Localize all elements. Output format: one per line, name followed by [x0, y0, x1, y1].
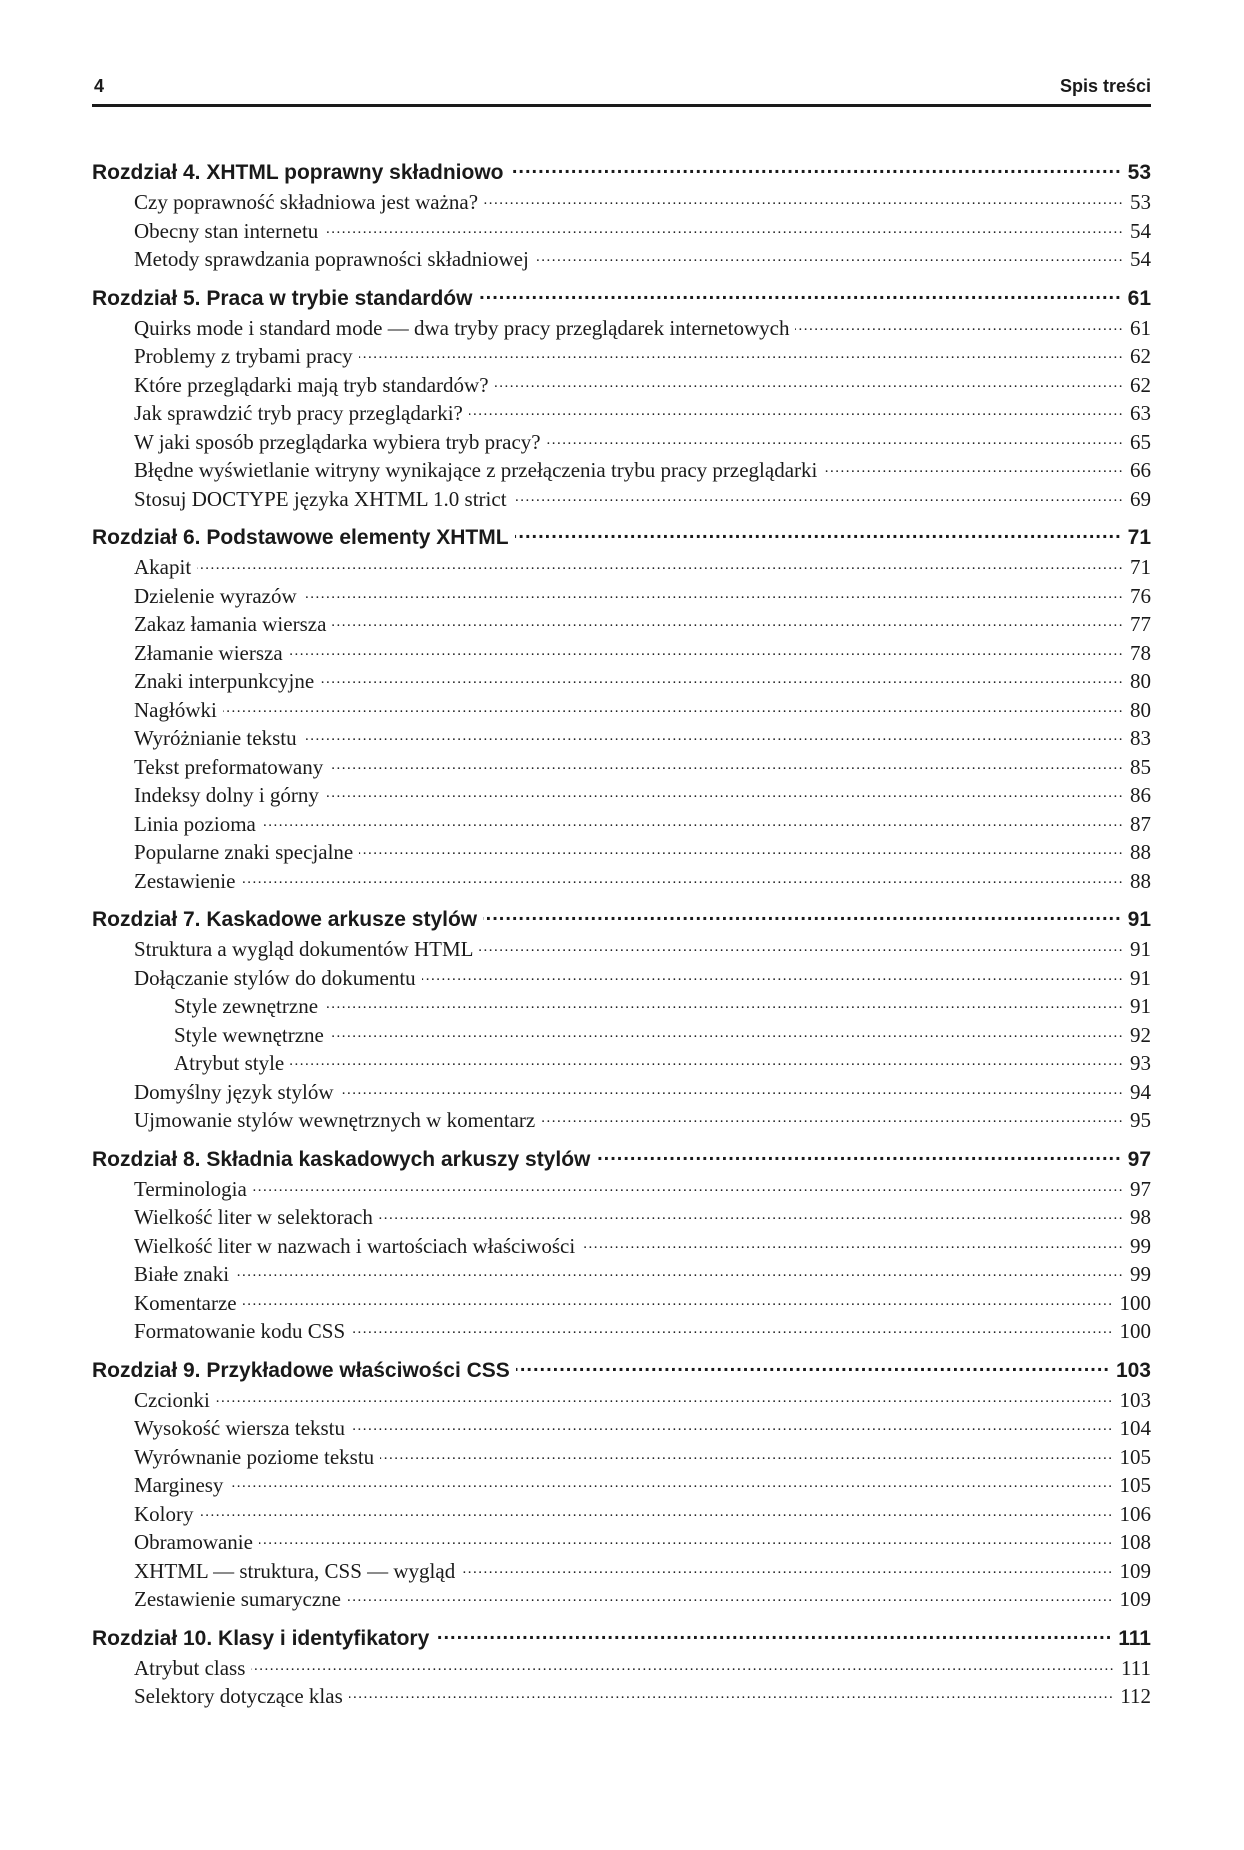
- section-title: Dołączanie stylów do dokumentu: [134, 965, 416, 990]
- chapter-title: Rozdział 5. Praca w trybie standardów: [92, 286, 473, 310]
- toc-section-entry: [92, 373, 1151, 402]
- section-title: Terminologia: [134, 1176, 247, 1201]
- dot-leader: [359, 348, 1124, 363]
- dot-leader: [241, 873, 1124, 888]
- section-page-number: 61: [1130, 315, 1151, 340]
- section-page-number: 104: [1119, 1416, 1151, 1440]
- section-title: Zestawienie: [134, 868, 236, 893]
- toc-section-entry: [92, 1587, 1151, 1616]
- toc-chapter-entry: [92, 284, 1151, 316]
- section-title: Wielkość liter w selektorach: [134, 1205, 373, 1229]
- section-title: Wysokość wiersza tekstu: [134, 1416, 346, 1440]
- toc-section-entry: [92, 812, 1151, 841]
- toc-section-entry: [92, 641, 1151, 670]
- dot-leader: [516, 1356, 1110, 1377]
- section-title: Zakaz łamania wiersza: [134, 612, 327, 636]
- dot-leader: [324, 223, 1124, 238]
- toc-section-entry: [92, 840, 1151, 869]
- dot-leader: [253, 1181, 1124, 1196]
- section-title: Selektory dotyczące klas: [134, 1684, 343, 1708]
- toc-section-entry: [92, 555, 1151, 584]
- section-title: Czcionki: [134, 1387, 210, 1412]
- toc-chapter-entry: [92, 523, 1151, 555]
- section-page-number: 85: [1130, 754, 1151, 779]
- toc-chapter-entry: [92, 1624, 1151, 1656]
- dot-leader: [235, 1266, 1124, 1281]
- toc-subsection-entry: [92, 994, 1151, 1023]
- dot-leader: [329, 759, 1124, 774]
- section-title: W jaki sposób przeglądarka wybiera tryb pracy?: [134, 429, 541, 454]
- chapter-page-number: 91: [1127, 908, 1151, 931]
- dot-leader: [510, 158, 1122, 179]
- dot-leader: [223, 702, 1124, 717]
- section-title: Obecny stan internetu: [134, 218, 319, 243]
- section-title: Wyróżnianie tekstu: [134, 726, 297, 750]
- dot-leader: [379, 1209, 1124, 1224]
- dot-leader: [251, 1660, 1115, 1675]
- toc-section-entry: [92, 1108, 1151, 1137]
- section-page-number: 112: [1120, 1684, 1151, 1708]
- dot-leader: [197, 559, 1124, 574]
- dot-leader: [469, 405, 1124, 420]
- toc-section-entry: [92, 1416, 1151, 1445]
- section-title: Indeksy dolny i górny: [134, 783, 319, 807]
- section-title: Białe znaki: [134, 1262, 230, 1286]
- chapter-title: Rozdział 8. Składnia kaskadowych arkuszy stylów: [92, 1147, 591, 1171]
- dot-leader: [216, 1392, 1114, 1407]
- dot-leader: [380, 1449, 1113, 1464]
- section-page-number: 86: [1130, 783, 1151, 807]
- chapter-page-number: 61: [1127, 286, 1151, 310]
- section-title: Style zewnętrzne: [174, 994, 319, 1018]
- toc-section-entry: [92, 1291, 1151, 1320]
- section-page-number: 99: [1130, 1262, 1151, 1286]
- book-page: [92, 0, 1151, 1850]
- toc-section-entry: [92, 937, 1151, 966]
- chapter-title: Rozdział 7. Kaskadowe arkusze stylów: [92, 908, 478, 931]
- section-page-number: 63: [1130, 401, 1151, 425]
- section-page-number: 80: [1130, 697, 1151, 722]
- section-title: Złamanie wiersza: [134, 640, 283, 665]
- toc-section-entry: [92, 344, 1151, 373]
- toc-section-entry: [92, 247, 1151, 276]
- section-page-number: 103: [1119, 1387, 1151, 1412]
- toc-section-entry: [92, 1473, 1151, 1502]
- dot-leader: [325, 787, 1124, 802]
- toc-chapter-entry: [92, 905, 1151, 937]
- toc-section-entry: [92, 1445, 1151, 1474]
- section-page-number: 91: [1130, 965, 1151, 990]
- toc-subsection-entry: [92, 1023, 1151, 1052]
- dot-leader: [243, 1295, 1114, 1310]
- dot-leader: [483, 905, 1122, 926]
- section-title: Wielkość liter w nazwach i wartościach właściwości: [134, 1233, 576, 1258]
- section-page-number: 98: [1130, 1205, 1151, 1229]
- section-page-number: 88: [1130, 868, 1151, 893]
- toc-section-entry: [92, 698, 1151, 727]
- section-title: Linia pozioma: [134, 811, 256, 836]
- chapter-title: Rozdział 4. XHTML poprawny składniowo: [92, 161, 504, 184]
- toc-section-entry: [92, 783, 1151, 812]
- dot-leader: [332, 616, 1124, 631]
- dot-leader: [479, 941, 1124, 956]
- header-rule: [92, 104, 1151, 107]
- section-page-number: 111: [1121, 1655, 1151, 1680]
- dot-leader: [484, 194, 1124, 209]
- dot-leader: [290, 1055, 1124, 1070]
- section-page-number: 62: [1130, 344, 1151, 368]
- section-title: Quirks mode i standard mode — dwa tryby pracy przeglądarek internetowych: [134, 315, 790, 340]
- section-title: Które przeglądarki mają tryb standardów?: [134, 372, 489, 397]
- dot-leader: [359, 844, 1124, 859]
- dot-leader: [347, 1591, 1114, 1606]
- dot-leader: [515, 523, 1122, 544]
- toc-chapter-entry: [92, 1145, 1151, 1177]
- toc-section-entry: [92, 726, 1151, 755]
- dot-leader: [495, 377, 1124, 392]
- toc-section-entry: [92, 1319, 1151, 1348]
- section-page-number: 83: [1130, 726, 1151, 750]
- section-title: Domyślny język stylów: [134, 1079, 334, 1104]
- dot-leader: [581, 1238, 1124, 1253]
- dot-leader: [262, 816, 1124, 831]
- toc-section-entry: [92, 1388, 1151, 1417]
- section-page-number: 77: [1130, 612, 1151, 636]
- section-page-number: 100: [1119, 1290, 1151, 1315]
- page-number: 4: [94, 76, 105, 96]
- toc-section-entry: [92, 190, 1151, 219]
- section-title: XHTML — struktura, CSS — wygląd: [134, 1558, 456, 1583]
- section-page-number: 66: [1130, 458, 1151, 482]
- section-title: Nagłówki: [134, 697, 217, 722]
- section-page-number: 109: [1119, 1587, 1151, 1611]
- chapter-title: Rozdział 6. Podstawowe elementy XHTML: [92, 526, 509, 549]
- section-title: Atrybut class: [134, 1655, 246, 1680]
- toc-section-entry: [92, 316, 1151, 345]
- dot-leader: [351, 1420, 1113, 1435]
- dot-leader: [289, 645, 1124, 660]
- section-page-number: 62: [1130, 372, 1151, 397]
- section-page-number: 93: [1130, 1051, 1151, 1075]
- toc-chapter-entry: [92, 158, 1151, 190]
- table-of-contents: [92, 158, 1151, 1713]
- dot-leader: [259, 1534, 1114, 1549]
- section-page-number: 54: [1130, 247, 1151, 271]
- section-title: Znaki interpunkcyjne: [134, 669, 315, 693]
- section-title: Obramowanie: [134, 1530, 253, 1554]
- section-title: Błędne wyświetlanie witryny wynikające z przełączenia trybu pracy przeglądarki: [134, 458, 818, 482]
- toc-section-entry: [92, 755, 1151, 784]
- section-page-number: 105: [1119, 1444, 1151, 1469]
- toc-section-entry: [92, 1177, 1151, 1206]
- dot-leader: [349, 1688, 1115, 1703]
- section-title: Formatowanie kodu CSS: [134, 1319, 346, 1343]
- section-page-number: 95: [1130, 1108, 1151, 1132]
- section-page-number: 78: [1130, 640, 1151, 665]
- section-title: Stosuj DOCTYPE języka XHTML 1.0 strict: [134, 486, 507, 511]
- dot-leader: [478, 284, 1121, 305]
- dot-leader: [461, 1563, 1113, 1578]
- section-page-number: 100: [1119, 1319, 1151, 1343]
- section-title: Popularne znaki specjalne: [134, 840, 354, 864]
- section-title: Komentarze: [134, 1290, 237, 1315]
- section-page-number: 69: [1130, 486, 1151, 511]
- toc-section-entry: [92, 1234, 1151, 1263]
- toc-chapter-entry: [92, 1356, 1151, 1388]
- dot-leader: [513, 491, 1124, 506]
- toc-section-entry: [92, 1502, 1151, 1531]
- dot-leader: [541, 1112, 1124, 1127]
- section-page-number: 97: [1130, 1176, 1151, 1201]
- section-title: Marginesy: [134, 1473, 224, 1497]
- section-page-number: 106: [1119, 1501, 1151, 1526]
- section-title: Struktura a wygląd dokumentów HTML: [134, 937, 474, 961]
- dot-leader: [422, 970, 1124, 985]
- dot-leader: [303, 730, 1124, 745]
- section-page-number: 108: [1119, 1530, 1151, 1554]
- section-title: Akapit: [134, 555, 192, 579]
- running-header: [92, 74, 1151, 104]
- section-title: Kolory: [134, 1501, 194, 1526]
- toc-section-entry: [92, 430, 1151, 459]
- chapter-page-number: 111: [1118, 1626, 1151, 1650]
- section-page-number: 53: [1130, 190, 1151, 214]
- toc-section-entry: [92, 1262, 1151, 1291]
- toc-subsection-entry: [92, 1051, 1151, 1080]
- section-title: Czy poprawność składniowa jest ważna?: [134, 190, 479, 214]
- dot-leader: [324, 998, 1124, 1013]
- section-page-number: 88: [1130, 840, 1151, 864]
- section-title: Style wewnętrzne: [174, 1022, 324, 1047]
- section-page-number: 76: [1130, 583, 1151, 608]
- toc-section-entry: [92, 1080, 1151, 1109]
- dot-leader: [535, 251, 1124, 266]
- section-page-number: 99: [1130, 1233, 1151, 1258]
- dot-leader: [795, 320, 1124, 335]
- section-title: Wyrównanie poziome tekstu: [134, 1444, 375, 1469]
- section-title: Tekst preformatowany: [134, 754, 324, 779]
- dot-leader: [596, 1145, 1121, 1166]
- section-page-number: 87: [1130, 811, 1151, 836]
- toc-section-entry: [92, 487, 1151, 516]
- section-page-number: 80: [1130, 669, 1151, 693]
- toc-section-entry: [92, 669, 1151, 698]
- section-title: Spis treści: [1059, 76, 1151, 96]
- chapter-page-number: 53: [1127, 161, 1151, 184]
- toc-section-entry: [92, 966, 1151, 995]
- dot-leader: [435, 1624, 1112, 1645]
- dot-leader: [303, 588, 1124, 603]
- section-title: Problemy z trybami pracy: [134, 344, 353, 368]
- toc-section-entry: [92, 458, 1151, 487]
- toc-section-entry: [92, 1684, 1151, 1713]
- chapter-title: Rozdział 10. Klasy i identyfikatory: [92, 1626, 430, 1650]
- toc-section-entry: [92, 1530, 1151, 1559]
- dot-leader: [320, 673, 1124, 688]
- toc-section-entry: [92, 1656, 1151, 1685]
- toc-section-entry: [92, 219, 1151, 248]
- dot-leader: [229, 1477, 1113, 1492]
- toc-section-entry: [92, 401, 1151, 430]
- section-page-number: 71: [1130, 555, 1151, 579]
- section-page-number: 105: [1119, 1473, 1151, 1497]
- toc-section-entry: [92, 1559, 1151, 1588]
- dot-leader: [330, 1027, 1124, 1042]
- section-page-number: 54: [1130, 218, 1151, 243]
- section-page-number: 94: [1130, 1079, 1151, 1104]
- section-title: Jak sprawdzić tryb pracy przeglądarki?: [134, 401, 463, 425]
- dot-leader: [823, 462, 1124, 477]
- toc-section-entry: [92, 584, 1151, 613]
- chapter-page-number: 97: [1127, 1147, 1151, 1171]
- section-title: Atrybut style: [174, 1051, 285, 1075]
- dot-leader: [340, 1084, 1125, 1099]
- section-title: Dzielenie wyrazów: [134, 583, 297, 608]
- toc-section-entry: [92, 869, 1151, 898]
- section-page-number: 92: [1130, 1022, 1151, 1047]
- section-title: Zestawienie sumaryczne: [134, 1587, 341, 1611]
- toc-section-entry: [92, 612, 1151, 641]
- section-title: Metody sprawdzania poprawności składniowej: [134, 247, 529, 271]
- toc-section-entry: [92, 1205, 1151, 1234]
- section-page-number: 91: [1130, 994, 1151, 1018]
- chapter-title: Rozdział 9. Przykładowe właściwości CSS: [92, 1358, 510, 1382]
- section-page-number: 65: [1130, 429, 1151, 454]
- dot-leader: [351, 1323, 1113, 1338]
- chapter-page-number: 71: [1127, 526, 1151, 549]
- section-page-number: 109: [1119, 1558, 1151, 1583]
- dot-leader: [200, 1506, 1114, 1521]
- section-page-number: 91: [1130, 937, 1151, 961]
- section-title: Ujmowanie stylów wewnętrznych w komentarz: [134, 1108, 536, 1132]
- chapter-page-number: 103: [1115, 1358, 1151, 1382]
- dot-leader: [547, 434, 1124, 449]
